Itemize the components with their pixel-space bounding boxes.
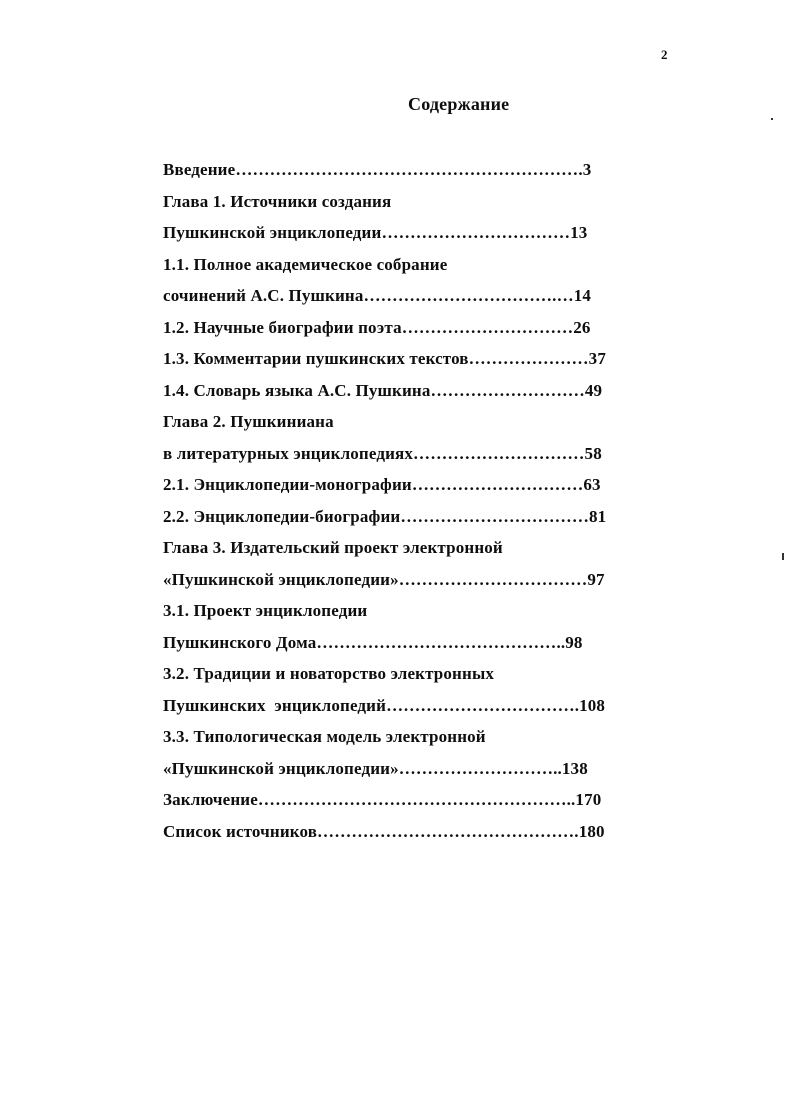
toc-entry-3-2-title: 3.2. Традиции и новаторство электронных <box>163 664 495 683</box>
toc-entry-3-1: Пушкинского Дома……………………………………..98 <box>163 632 583 652</box>
table-of-contents <box>163 154 653 847</box>
page-number: 2 <box>661 47 668 62</box>
toc-entry-1-1-title: 1.1. Полное академическое собрание <box>163 254 448 274</box>
toc-entry-chapter-1-title: Глава 1. Источники создания <box>163 191 392 211</box>
toc-entry-3-2: Пушкинских энциклопедий…………………………….108 <box>163 695 606 715</box>
toc-entry-3-3-title: 3.3. Типологическая модель электронной <box>163 727 486 746</box>
toc-entry-chapter-2-title: Глава 2. Пушкиниана <box>163 412 334 431</box>
toc-entry-3-1-title: 3.1. Проект энциклопедии <box>163 601 368 620</box>
toc-entry-2-2: 2.2. Энциклопедии-биографии……………………………81 <box>163 506 607 526</box>
toc-entry-conclusion: Заключение………………………………………………..170 <box>163 790 602 809</box>
toc-entry-chapter-3: «Пушкинской энциклопедии»……………………………97 <box>163 569 605 589</box>
scan-speck <box>782 553 784 560</box>
scan-speck <box>771 118 773 120</box>
toc-entry-1-1: сочинений А.С. Пушкина…………………………….…14 <box>163 286 592 305</box>
toc-entry-3-3: «Пушкинской энциклопедии»………………………..138 <box>163 758 588 778</box>
toc-entry-chapter-2: в литературных энциклопедиях…………………………58 <box>163 443 602 463</box>
toc-entry-chapter-1: Пушкинской энциклопедии……………………………13 <box>163 223 588 242</box>
toc-entry-chapter-3-title: Глава 3. Издательский проект электронной <box>163 538 503 557</box>
toc-entry-introduction: Введение…………………………………………………….3 <box>163 160 592 179</box>
toc-entry-2-1: 2.1. Энциклопедии-монографии…………………………63 <box>163 475 601 494</box>
page-title: Содержание <box>408 94 510 114</box>
toc-entry-sources: Список источников……………………………………….180 <box>163 821 605 841</box>
toc-entry-1-2: 1.2. Научные биографии поэта…………………………26 <box>163 317 591 337</box>
toc-entry-1-4: 1.4. Словарь языка А.С. Пушкина………………………49 <box>163 380 603 400</box>
toc-entry-1-3: 1.3. Комментарии пушкинских текстов…………………37 <box>163 349 606 368</box>
